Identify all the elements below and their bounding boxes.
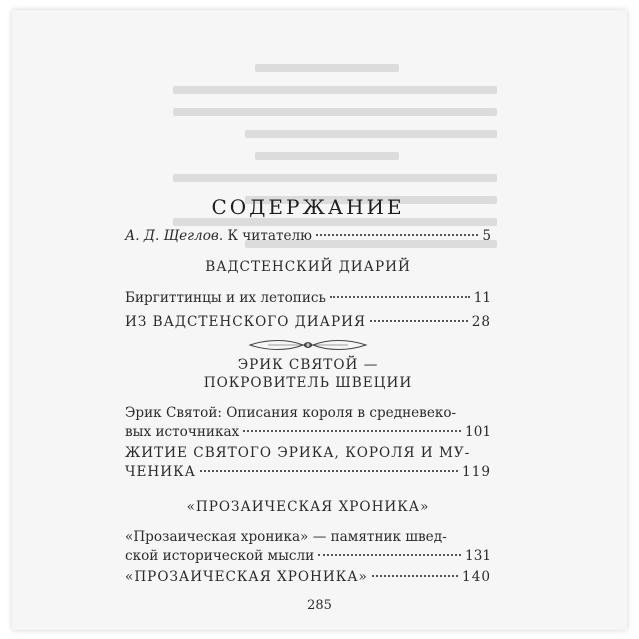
page-number: 11 xyxy=(473,290,491,306)
page-folio-number: 285 xyxy=(307,598,332,613)
entry-last-line xyxy=(125,547,491,566)
dot-leader xyxy=(200,470,458,472)
page-number: 119 xyxy=(462,464,491,480)
page-number: 140 xyxy=(462,569,491,585)
entry-title-line-1: «Прозаическая хроника» — памятник швед- xyxy=(125,529,447,545)
ornament-icon xyxy=(248,338,368,352)
entry-title: «ПРОЗАИЧЕСКАЯ ХРОНИКА» xyxy=(125,569,368,585)
page-number: 101 xyxy=(465,424,491,440)
entry-last-line xyxy=(125,463,491,482)
section-heading-erik xyxy=(125,356,491,392)
entry-title xyxy=(125,227,312,246)
toc-entry-prose-chronicle-text xyxy=(125,568,491,587)
section-line-1: ЭРИК СВЯТОЙ — xyxy=(237,357,379,373)
dot-leader xyxy=(330,296,470,298)
entry-title-line-1: Эрик Святой: Описания короля в средневеко- xyxy=(125,405,457,421)
page-number: 28 xyxy=(471,314,491,330)
dot-leader xyxy=(372,575,458,577)
dot-leader xyxy=(243,430,461,432)
entry-author: А. Д. Щеглов xyxy=(125,228,219,244)
toc-entry-erik xyxy=(125,404,491,442)
section-heading-prose-chronicle: «ПРОЗАИЧЕСКАЯ ХРОНИКА» xyxy=(186,499,430,515)
dot-leader xyxy=(316,234,478,236)
toc-entry-prose-chronicle-essay xyxy=(125,528,491,566)
page-number: 5 xyxy=(482,228,491,244)
section-heading-vadstena: ВАДСТЕНСКИЙ ДИАРИЙ xyxy=(205,259,411,275)
entry-title-text: . К читателю xyxy=(218,228,313,244)
page-number: 131 xyxy=(465,548,491,564)
toc-entry-zhitie xyxy=(125,444,491,482)
entry-title: Биргиттинцы и их летопись xyxy=(125,290,326,306)
entry-title-line-2: вых источниках xyxy=(125,424,240,440)
toc-entry-birgittines xyxy=(125,289,491,308)
decorative-ornament xyxy=(125,338,491,352)
entry-last-line xyxy=(125,423,491,442)
toc-entry-vadstena-diary xyxy=(125,313,491,332)
entry-title-line-1: ЖИТИЕ СВЯТОГО ЭРИКА, КОРОЛЯ И МУ- xyxy=(125,445,471,461)
dot-leader xyxy=(370,320,468,322)
entry-title-line-2: ЧЕНИКА xyxy=(125,464,196,480)
page-title: СОДЕРЖАНИЕ xyxy=(211,195,405,219)
dot-leader xyxy=(318,554,461,556)
table-of-contents xyxy=(125,195,491,587)
toc-entry-reader xyxy=(125,227,491,246)
entry-title-line-2: ской исторической мысли xyxy=(125,548,315,564)
section-line-2: ПОКРОВИТЕЛЬ ШВЕЦИИ xyxy=(203,375,413,391)
entry-title: ИЗ ВАДСТЕНСКОГО ДИАРИЯ xyxy=(125,314,366,330)
